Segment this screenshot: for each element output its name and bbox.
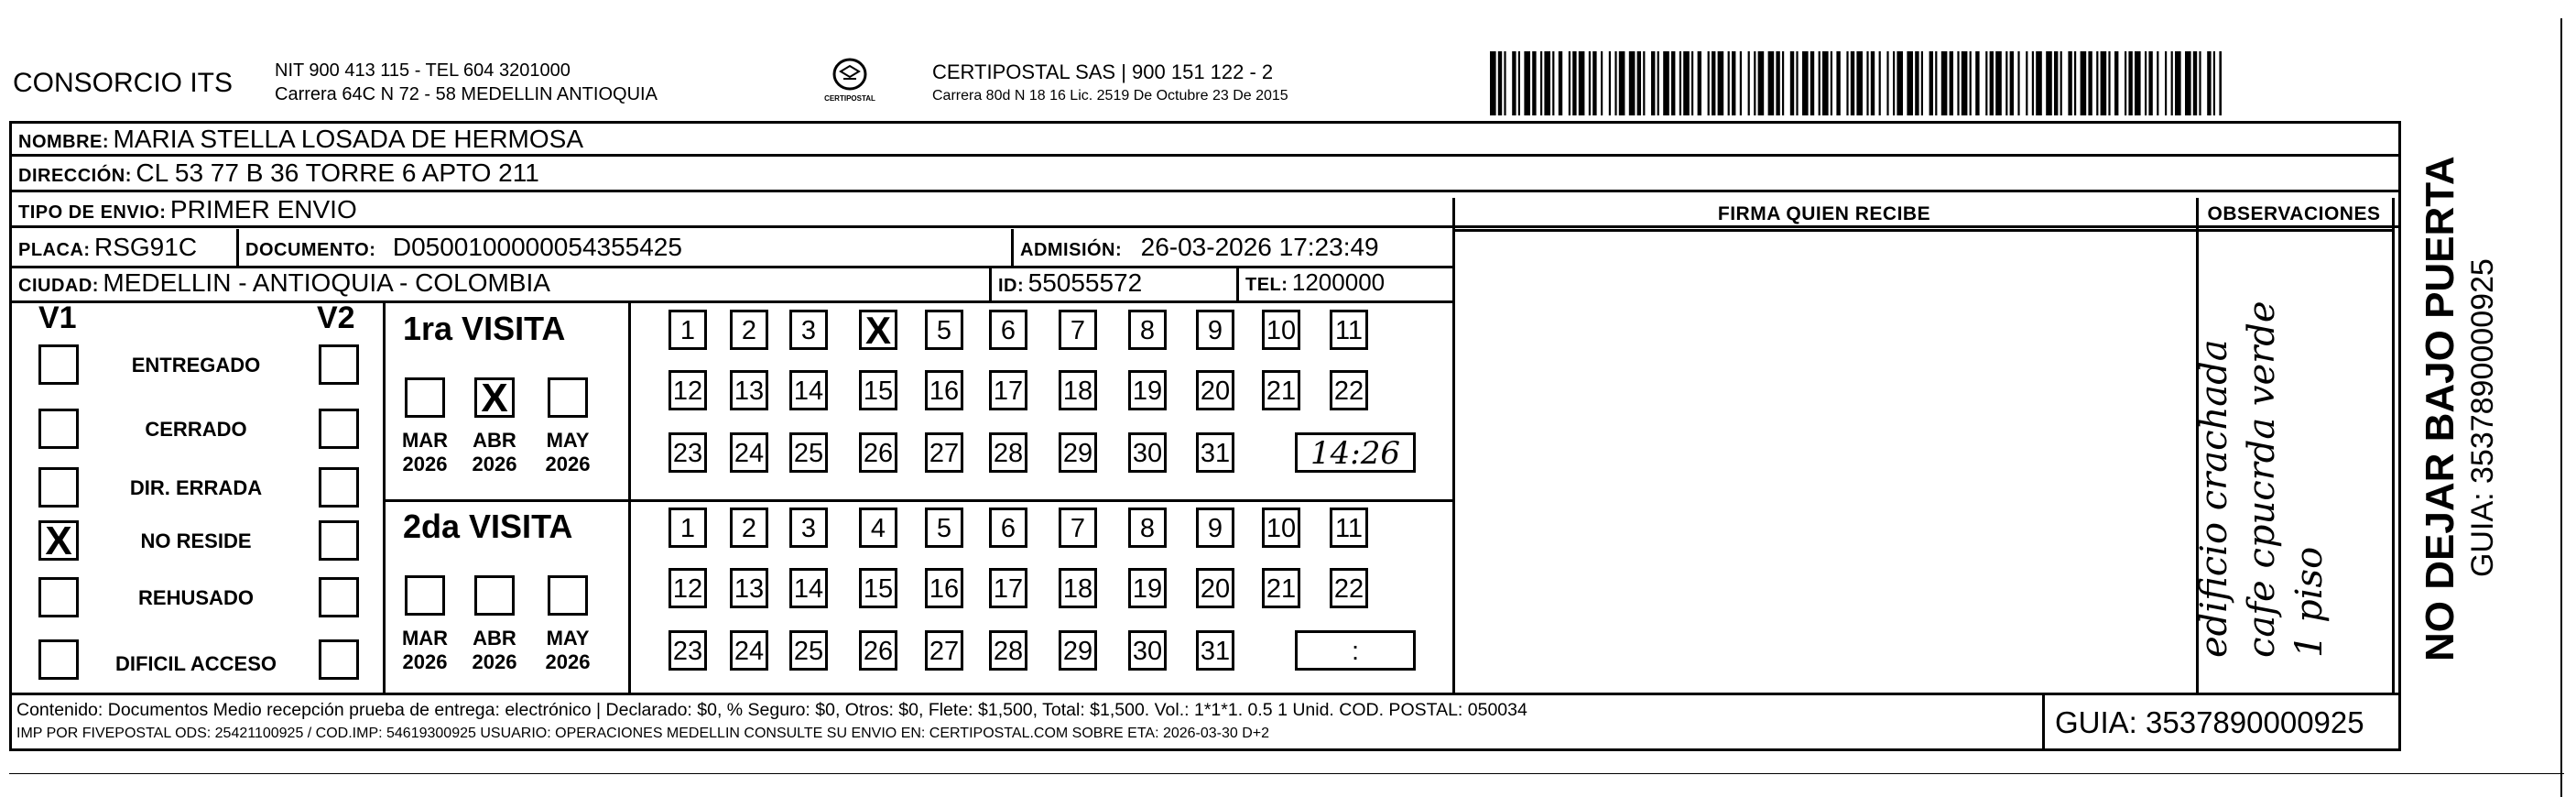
day-box[interactable]: 16: [925, 370, 963, 410]
day-box[interactable]: 19: [1128, 568, 1167, 608]
v2-checkbox[interactable]: [319, 409, 359, 449]
footer-guia: GUIA: 3537890000925: [2055, 705, 2364, 739]
v2-label: V2: [317, 300, 355, 335]
day-box[interactable]: 25: [789, 432, 828, 473]
company-info-line-1: NIT 900 413 115 - TEL 604 3201000: [275, 60, 571, 81]
v2-checkbox[interactable]: [319, 520, 359, 561]
documento-label: DOCUMENTO:: [245, 240, 376, 260]
month-year: 2026: [545, 453, 591, 475]
day-box[interactable]: 26: [859, 432, 897, 473]
v1-checkbox[interactable]: X: [38, 520, 79, 561]
company-info-line-2: Carrera 64C N 72 - 58 MEDELLIN ANTIOQUIA: [275, 84, 658, 104]
day-box[interactable]: 4: [859, 508, 897, 548]
carrier-info-line-1: CERTIPOSTAL SAS | 900 151 122 - 2: [932, 60, 1274, 83]
day-box[interactable]: 21: [1262, 370, 1300, 410]
day-box[interactable]: 29: [1059, 432, 1097, 473]
month-name: MAY: [546, 627, 590, 650]
day-box[interactable]: 11: [1330, 508, 1368, 548]
day-box[interactable]: 27: [925, 432, 963, 473]
month-year: 2026: [402, 650, 448, 673]
logo-text: CERTIPOSTAL: [824, 94, 875, 103]
day-box[interactable]: 14: [789, 370, 828, 410]
day-box[interactable]: 3: [789, 310, 828, 350]
recipient-phone: 1200000: [1291, 268, 1386, 296]
day-box[interactable]: 27: [925, 630, 963, 671]
month-checkbox[interactable]: X: [474, 377, 515, 418]
v1-checkbox[interactable]: [38, 409, 79, 449]
day-box[interactable]: 9: [1196, 310, 1234, 350]
signature-header: FIRMA QUIEN RECIBE: [1717, 203, 1931, 224]
recipient-address: CL 53 77 B 36 TORRE 6 APTO 211: [136, 158, 539, 187]
day-box[interactable]: 12: [668, 568, 707, 608]
day-box[interactable]: 22: [1330, 370, 1368, 410]
day-box[interactable]: 15: [859, 370, 897, 410]
month-checkbox[interactable]: [405, 377, 445, 418]
month-checkbox[interactable]: [405, 575, 445, 616]
day-box[interactable]: 1: [668, 310, 707, 350]
tel-label: TEL:: [1245, 275, 1288, 295]
day-box[interactable]: 20: [1196, 568, 1234, 608]
day-box[interactable]: 14: [789, 568, 828, 608]
month-checkbox[interactable]: [548, 575, 588, 616]
day-box[interactable]: 19: [1128, 370, 1167, 410]
day-box[interactable]: 3: [789, 508, 828, 548]
month-name: MAR: [401, 627, 449, 650]
v1-checkbox[interactable]: [38, 344, 79, 385]
certipostal-logo: [818, 57, 882, 110]
side-warning: NO DEJAR BAJO PUERTA: [2418, 156, 2462, 661]
day-box[interactable]: 13: [730, 370, 768, 410]
day-box[interactable]: 8: [1128, 310, 1167, 350]
admission-datetime: 26-03-2026 17:23:49: [1140, 233, 1379, 261]
day-box[interactable]: 1: [668, 508, 707, 548]
day-box[interactable]: 2: [730, 508, 768, 548]
day-box[interactable]: 18: [1059, 568, 1097, 608]
day-box[interactable]: 28: [989, 432, 1027, 473]
document-number: D0500100000054355425: [392, 233, 682, 261]
day-box[interactable]: 12: [668, 370, 707, 410]
visit-2-title: 2da VISITA: [403, 508, 573, 545]
day-box[interactable]: 28: [989, 630, 1027, 671]
day-box[interactable]: 17: [989, 370, 1027, 410]
day-box[interactable]: 23: [668, 630, 707, 671]
day-box[interactable]: 24: [730, 432, 768, 473]
recipient-name: MARIA STELLA LOSADA DE HERMOSA: [113, 125, 584, 153]
day-box[interactable]: 25: [789, 630, 828, 671]
month-name: MAY: [546, 429, 590, 452]
day-box[interactable]: 11: [1330, 310, 1368, 350]
month-year: 2026: [545, 650, 591, 673]
day-box[interactable]: 10: [1262, 508, 1300, 548]
day-box[interactable]: 7: [1059, 508, 1097, 548]
visit-1-title: 1ra VISITA: [403, 310, 566, 347]
status-label: CERRADO: [145, 418, 247, 441]
ciudad-label: CIUDAD:: [18, 276, 99, 296]
carrier-info-line-2: Carrera 80d N 18 16 Lic. 2519 De Octubre 23 De 2015: [932, 88, 1288, 104]
id-label: ID:: [998, 276, 1025, 296]
month-checkbox[interactable]: [548, 377, 588, 418]
month-year: 2026: [402, 453, 448, 475]
day-box[interactable]: 15: [859, 568, 897, 608]
status-label: DIR. ERRADA: [129, 476, 263, 499]
day-box[interactable]: 30: [1128, 630, 1167, 671]
visit-time-box[interactable]: 14:26: [1295, 432, 1416, 473]
status-label: ENTREGADO: [131, 354, 261, 377]
day-box[interactable]: 30: [1128, 432, 1167, 473]
side-guia: GUIA: 3537890000925: [2465, 258, 2500, 577]
month-name: MAR: [401, 429, 449, 452]
observation-line-2: cafe cpucrda verde: [2241, 300, 2283, 658]
day-box[interactable]: 18: [1059, 370, 1097, 410]
day-box[interactable]: 2: [730, 310, 768, 350]
placa-label: PLACA:: [18, 240, 91, 260]
day-box[interactable]: 9: [1196, 508, 1234, 548]
month-year: 2026: [472, 453, 517, 475]
logo-emblem-icon: [830, 57, 870, 92]
shipment-type: PRIMER ENVIO: [169, 195, 357, 224]
tipo-envio-label: TIPO DE ENVIO:: [18, 202, 167, 223]
status-label: REHUSADO: [138, 586, 254, 609]
status-label: DIFICIL ACCESO: [114, 652, 277, 675]
company-name: CONSORCIO ITS: [13, 68, 234, 98]
day-box[interactable]: 6: [989, 508, 1027, 548]
city: MEDELLIN - ANTIOQUIA - COLOMBIA: [103, 268, 550, 297]
footer-print-line: IMP POR FIVEPOSTAL ODS: 25421100925 / COD.IMP: 54619300925 USUARIO: OPERACIONES MEDELLIN CONSULTE SU ENVIO EN: CERTIPOSTAL.COM SOBRE ETA: 2026-03-30 D+2: [16, 726, 1270, 741]
status-label: NO RESIDE: [140, 530, 252, 552]
day-box[interactable]: 22: [1330, 568, 1368, 608]
day-box[interactable]: 31: [1196, 630, 1234, 671]
month-label: [467, 627, 522, 674]
observations-header: OBSERVACIONES: [2207, 203, 2381, 224]
day-box[interactable]: 26: [859, 630, 897, 671]
signature-area[interactable]: [1456, 233, 2192, 691]
day-box[interactable]: 16: [925, 568, 963, 608]
day-box[interactable]: 5: [925, 508, 963, 548]
month-label: [540, 627, 595, 674]
observation-line-3: 1 piso: [2288, 546, 2331, 658]
day-box[interactable]: 24: [730, 630, 768, 671]
day-box[interactable]: 13: [730, 568, 768, 608]
month-label: [397, 627, 452, 674]
day-box[interactable]: 6: [989, 310, 1027, 350]
day-box[interactable]: X: [859, 310, 897, 350]
day-box[interactable]: 8: [1128, 508, 1167, 548]
v2-checkbox[interactable]: [319, 639, 359, 680]
v2-checkbox[interactable]: [319, 577, 359, 617]
plate: RSG91C: [94, 233, 198, 261]
month-label: [397, 429, 452, 476]
barcode: [1490, 51, 2222, 115]
v1-checkbox[interactable]: [38, 577, 79, 617]
month-label: [540, 429, 595, 476]
day-box[interactable]: 29: [1059, 630, 1097, 671]
v1-checkbox[interactable]: [38, 639, 79, 680]
day-box[interactable]: 17: [989, 568, 1027, 608]
v1-checkbox[interactable]: [38, 467, 79, 508]
v2-checkbox[interactable]: [319, 344, 359, 385]
direccion-label: DIRECCIÓN:: [18, 166, 132, 186]
observation-line-1: edificio crachada: [2193, 339, 2235, 658]
recipient-id: 55055572: [1027, 268, 1143, 297]
day-box[interactable]: 23: [668, 432, 707, 473]
month-checkbox[interactable]: [474, 575, 515, 616]
day-box[interactable]: 5: [925, 310, 963, 350]
footer-contents-line: Contenido: Documentos Medio recepción prueba de entrega: electrónico | Declarado: $0, % Seguro: $0, Otros: $0, Flete: $1,500, Total: $1,500. Vol.: 1*1*1. 0.5 1 Unid. COD. POSTAL: 050034: [16, 700, 1527, 720]
nombre-label: NOMBRE:: [18, 132, 110, 152]
v1-label: V1: [38, 300, 77, 335]
admision-label: ADMISIÓN:: [1020, 240, 1123, 260]
day-box[interactable]: 21: [1262, 568, 1300, 608]
v2-checkbox[interactable]: [319, 467, 359, 508]
day-box[interactable]: 10: [1262, 310, 1300, 350]
day-box[interactable]: 20: [1196, 370, 1234, 410]
month-label: [467, 429, 522, 476]
day-box[interactable]: 7: [1059, 310, 1097, 350]
visit-time-box[interactable]: :: [1295, 630, 1416, 671]
month-name: ABR: [473, 627, 516, 650]
day-box[interactable]: 31: [1196, 432, 1234, 473]
month-name: ABR: [473, 429, 516, 452]
month-year: 2026: [472, 650, 517, 673]
